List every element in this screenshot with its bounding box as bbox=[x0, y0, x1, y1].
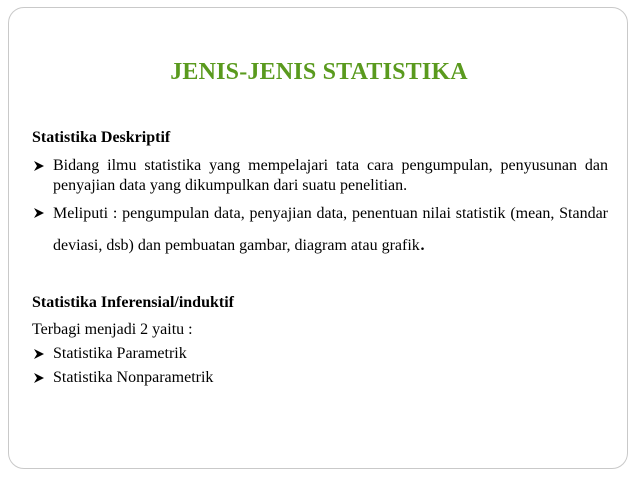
list-item bbox=[32, 368, 608, 388]
list-item bbox=[32, 199, 608, 260]
bullet-text: Statistika Nonparametrik bbox=[53, 369, 214, 386]
list-item bbox=[32, 156, 608, 196]
slide-content bbox=[32, 128, 608, 388]
arrowhead-bullet-icon bbox=[32, 368, 47, 388]
arrowhead-bullet-icon bbox=[32, 203, 47, 223]
arrowhead-bullet-icon bbox=[32, 156, 47, 176]
bullet-end-period: . bbox=[419, 230, 426, 255]
list-item bbox=[32, 344, 608, 364]
section-heading-inferensial: Statistika Inferensial/induktif bbox=[32, 294, 234, 311]
bullet-text: Meliputi : pengumpulan data, penyajian data, penentuan nilai statistik (mean, Standar deviasi, dsb) dan pembuatan gambar, diagram atau grafik bbox=[53, 205, 608, 254]
bullet-text: Statistika Parametrik bbox=[53, 345, 187, 362]
bullet-text: Bidang ilmu statistika yang mempelajari tata cara pengumpulan, penyusunan dan penyajian data yang dikumpulkan dari suatu penelitian. bbox=[53, 157, 608, 194]
section-heading-deskriptif: Statistika Deskriptif bbox=[32, 129, 171, 146]
slide-title: JENIS-JENIS STATISTIKA bbox=[170, 59, 468, 85]
arrowhead-bullet-icon bbox=[32, 344, 47, 364]
section-intro: Terbagi menjadi 2 yaitu : bbox=[32, 321, 193, 338]
